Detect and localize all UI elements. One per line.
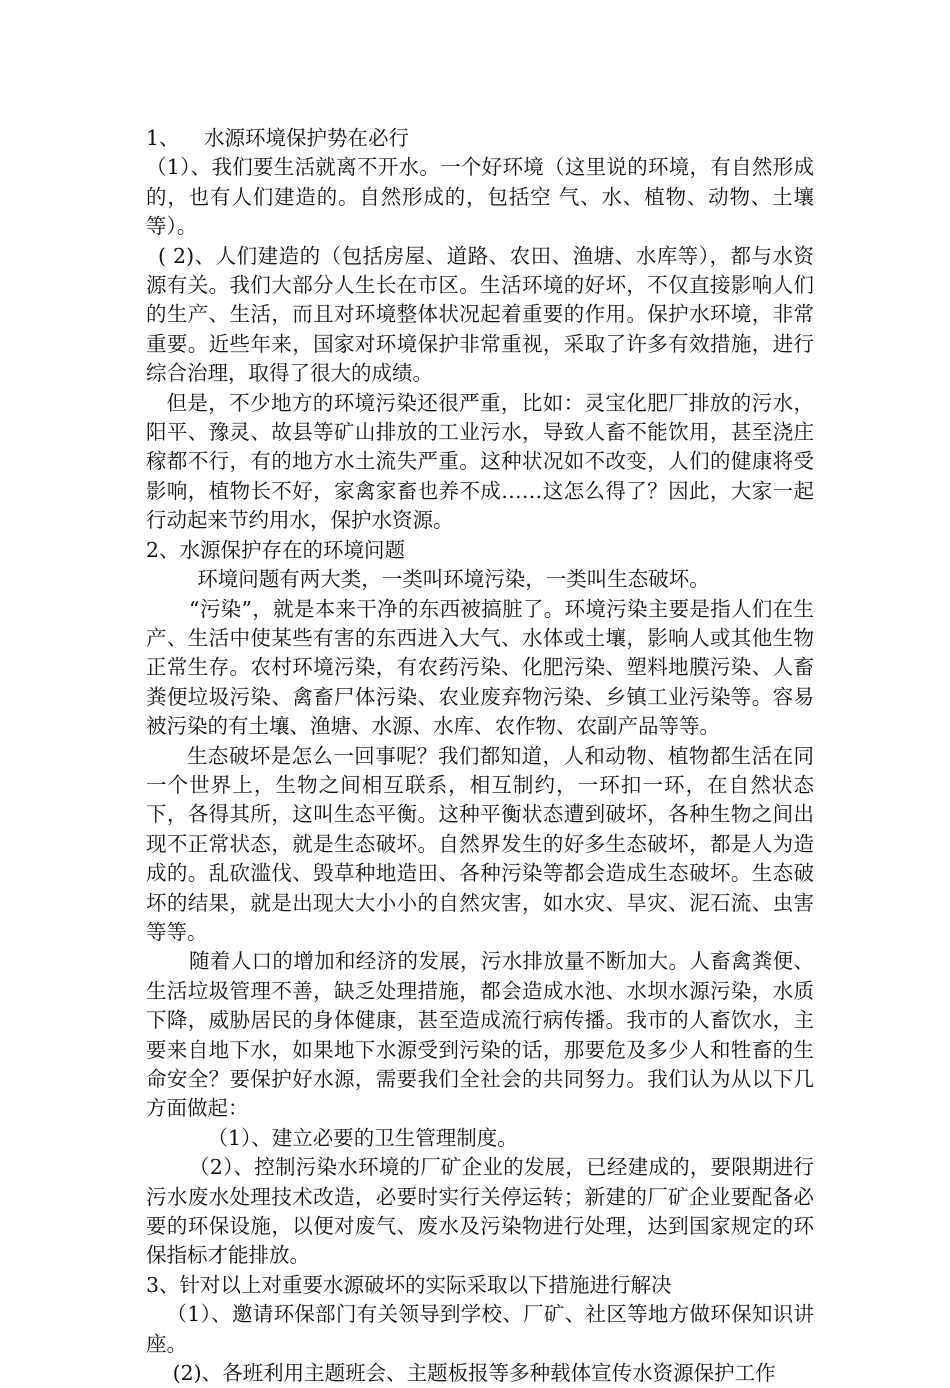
paragraph-1: （1）、我们要生活就离不开水。一个好环境（这里说的环境，有自然形成的，也有人们建造的。自然形成的，包括空 气、水、植物、动物、土壤等）。 [146,155,814,239]
section-title-1: 水源环境保护势在必行 [204,126,409,150]
section-heading-2: 2、水源保护存在的环境问题 [146,537,406,562]
paragraph-6: 生态破坏是怎么一回事呢？我们都知道，人和动物、植物都生活在同一个世界上，生物之间相互联系，相互制约，一环扣一环，在自然状态下，各得其所，这叫生态平衡。这种平衡状态遭到破坏，各种生物之间出现不正常状态，就是生态破坏。自然界发生的好多生态破坏，都是人为造成的。乱砍滥伐、毁草种地造田、各种污染等都会造成生态破坏。生态破坏的结果，就是出现大大小小的自然灾害，如水灾、旱灾、泥石流、虫害等等。 [146,743,814,944]
section-number-1: 1、 [146,126,180,150]
document-body [146,124,814,1388]
paragraph-7: 随着人口的增加和经济的发展，污水排放量不断加大。人畜禽粪便、生活垃圾管理不善，缺乏处理措施，都会造成水池、水坝水源污染，水质下降，威胁居民的身体健康，甚至造成流行病传播。我市的人畜饮水，主要来自地下水，如果地下水源受到污染的话，那要危及多少人和牲畜的生命安全？要保护好水源，需要我们全社会的共同努力。我们认为从以下几方面做起： [146,949,814,1121]
section-heading-1 [146,124,814,153]
paragraph-5: “污染”，就是本来干净的东西被搞脏了。环境污染主要是指人们在生产、生活中使某些有害的东西进入大气、水体或土壤，影响人或其他生物正常生存。农村环境污染，有农药污染、化肥污染、塑料地膜污染、人畜粪便垃圾污染、禽畜尸体污染、农业废弃物污染、乡镇工业污染等。容易被污染的有土壤、渔塘、水源、水库、农作物、农副产品等等。 [146,596,814,739]
paragraph-9: （2）、控制污染水环境的厂矿企业的发展，已经建成的，要限期进行污水废水处理技术改造，必要时实行关停运转；新建的厂矿企业要配备必要的环保设施，以便对废气、废水及污染物进行处理，达到国家规定的环保指标才能排放。 [146,1155,814,1268]
paragraph-8: （1）、建立必要的卫生管理制度。 [207,1125,518,1150]
paragraph-4: 环境问题有两大类，一类叫环境污染，一类叫生态破坏。 [197,567,710,592]
paragraph-11: (2)、各班利用主题班会、主题板报等多种载体宣传水资源保护工作 [172,1361,776,1386]
section-heading-3: 3、针对以上对重要水源破坏的实际采取以下措施进行解决 [146,1272,672,1297]
paragraph-10: （1）、邀请环保部门有关领导到学校、厂矿、社区等地方做环保知识讲座。 [146,1302,814,1356]
paragraph-3: 但是，不少地方的环境污染还很严重，比如：灵宝化肥厂排放的污水，阳平、豫灵、故县等矿山排放的工业污水，导致人畜不能饮用，甚至浇庄稼都不行，有的地方水土流失严重。这种状况如不改变，人们的健康将受影响，植物长不好，家禽家畜也养不成……这怎么得了？因此，大家一起行动起来节约用水，保护水资源。 [146,390,814,533]
paragraph-2: ( 2)、人们建造的（包括房屋、道路、农田、渔塘、水库等），都与水资源有关。我们大部分人生长在市区。生活环境的好坏，不仅直接影响人们的生产、生活，而且对环境整体状况起着重要的作用。保护水环境，非常重要。近些年来，国家对环境保护非常重视，采取了许多有效措施，进行综合治理，取得了很大的成绩。 [146,243,814,386]
